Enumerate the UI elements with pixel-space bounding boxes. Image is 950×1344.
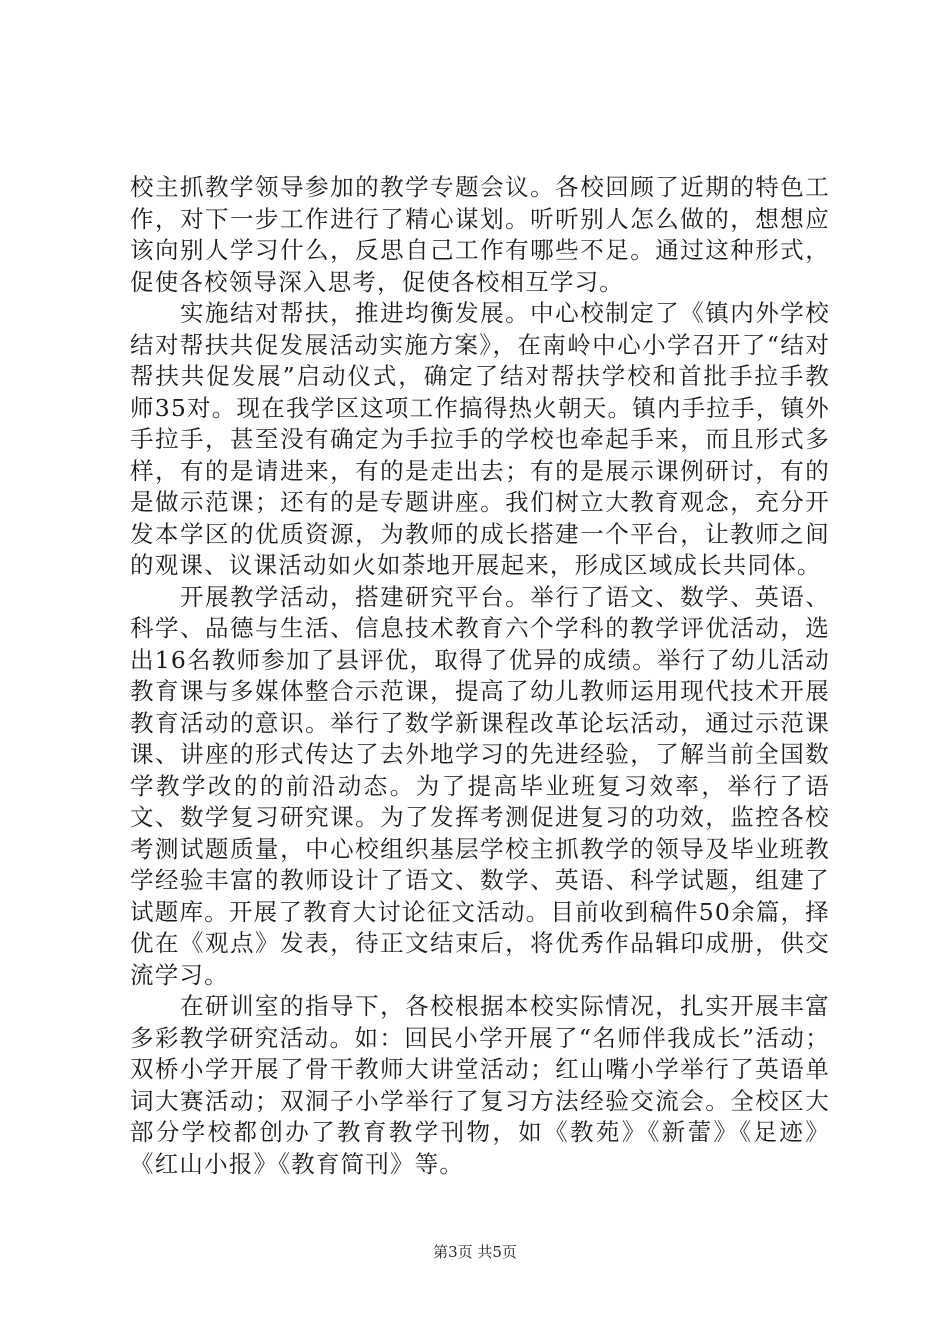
paragraph: 开展教学活动，搭建研究平台。举行了语文、数学、英语、科学、品德与生活、信息技术教育六个学科的教学评优活动，选出16名教师参加了县评优，取得了优异的成绩。举行了幼儿活动教育课与多媒体整合示范课，提高了幼儿教师运用现代技术开展教育活动的意识。举行了数学新课程改革论坛活动，通过示范课课、讲座的形式传达了去外地学习的先进经验，了解当前全国数学教学改的的前沿动态。为了提高毕业班复习效率，举行了语文、数学复习研究课。为了发挥考测促进复习的功效，监控各校考测试题质量，中心校组织基层学校主抓教学的领导及毕业班教学经验丰富的教师设计了语文、数学、英语、科学试题，组建了试题库。开展了教育大讨论征文活动。目前收到稿件50余篇，择优在《观点》发表，待正文结束后，将优秀作品辑印成册，供交流学习。 [130, 582, 830, 989]
document-body [130, 172, 830, 1180]
paragraph: 实施结对帮扶，推进均衡发展。中心校制定了《镇内外学校结对帮扶共促发展活动实施方案》，在南岭中心小学召开了“结对帮扶共促发展”启动仪式，确定了结对帮扶学校和首批手拉手教师35对。现在我学区这项工作搞得热火朝天。镇内手拉手，镇外手拉手，甚至没有确定为手拉手的学校也牵起手来，而且形式多样，有的是请进来，有的是走出去；有的是展示课例研讨，有的是做示范课；还有的是专题讲座。我们树立大教育观念，充分开发本学区的优质资源，为教师的成长搭建一个平台，让教师之间的观课、议课活动如火如荼地开展起来，形成区域成长共同体。 [130, 299, 830, 579]
page-footer: 第3页 共5页 [433, 1243, 517, 1261]
paragraph: 校主抓教学领导参加的教学专题会议。各校回顾了近期的特色工作，对下一步工作进行了精心谋划。听听别人怎么做的，想想应该向别人学习什么，反思自己工作有哪些不足。通过这种形式，促使各校领导深入思考，促使各校相互学习。 [130, 173, 830, 296]
paragraph: 在研训室的指导下，各校根据本校实际情况，扎实开展丰富多彩教学研究活动。如：回民小学开展了“名师伴我成长”活动；双桥小学开展了骨干教师大讲堂活动；红山嘴小学举行了英语单词大赛活动；双洞子小学举行了复习方法经验交流会。全校区大部分学校都创办了教育教学刊物，如《教苑》《新蕾》《足迹》《红山小报》《教育简刊》等。 [130, 992, 830, 1178]
